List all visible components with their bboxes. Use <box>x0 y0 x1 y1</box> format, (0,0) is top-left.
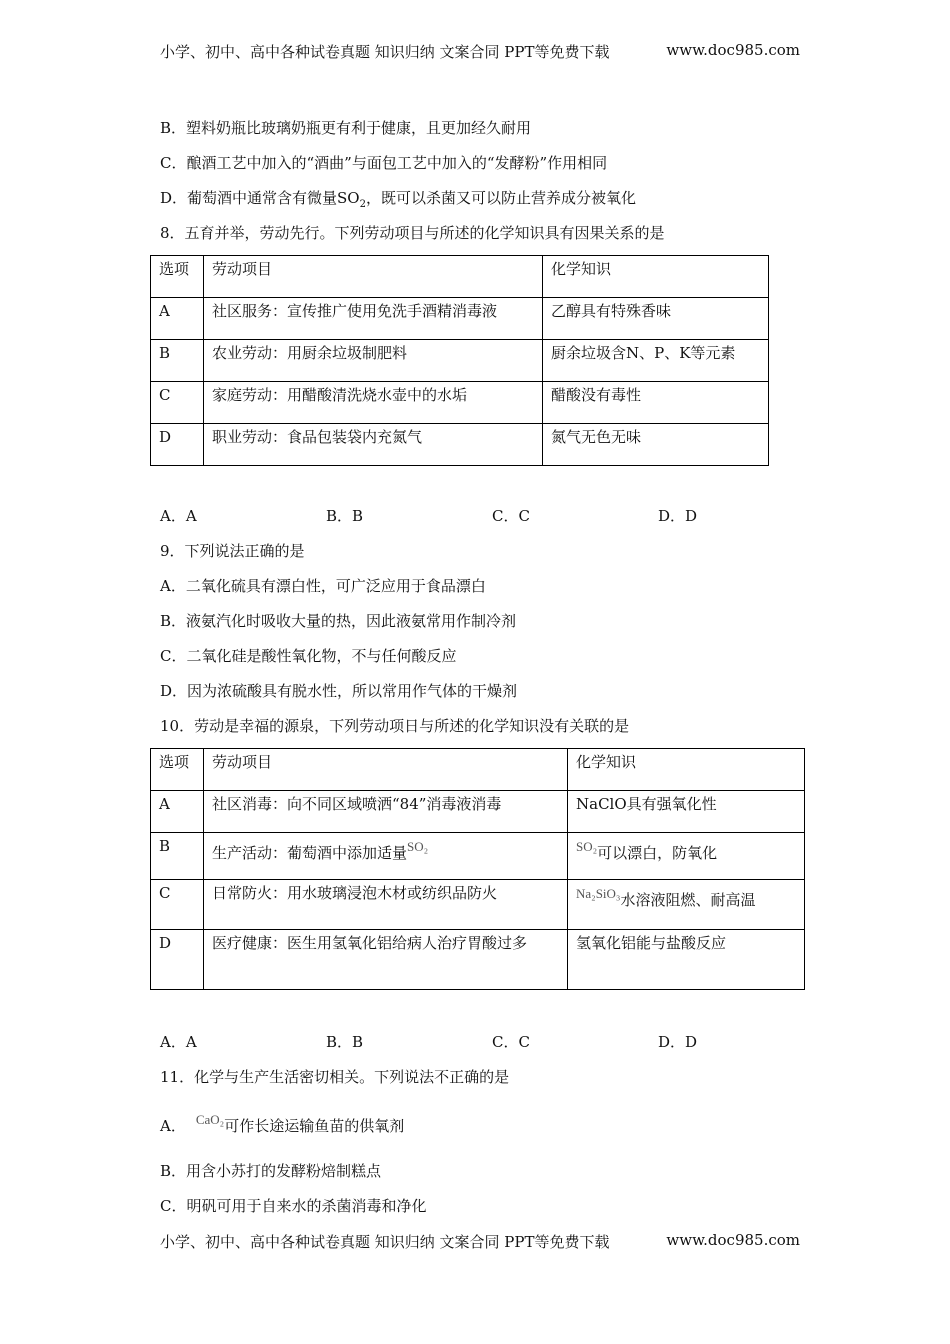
cell-text: 水溶液阻燃、耐高温 <box>620 891 756 909</box>
table-cell <box>568 833 805 880</box>
page-footer <box>160 1231 800 1252</box>
q7-d-post: ，既可以杀菌又可以防止营养成分被氧化 <box>365 189 636 207</box>
q10-option-b[interactable]: B．B <box>326 1033 364 1051</box>
table-cell: 社区消毒：向不同区域喷洒“84”消毒液消毒 <box>204 791 568 833</box>
table-row <box>151 340 769 382</box>
q7-option-c: C．酿酒工艺中加入的“酒曲”与面包工艺中加入的“发酵粉”作用相同 <box>160 154 608 172</box>
table-cell: NaClO具有强氧化性 <box>568 791 805 833</box>
table-cell: 醋酸没有毒性 <box>543 382 769 424</box>
table-cell: 氢氧化铝能与盐酸反应 <box>568 930 805 990</box>
q11-option-c: C．明矾可用于自来水的杀菌消毒和净化 <box>160 1197 427 1215</box>
table-cell <box>568 880 805 930</box>
q8-option-a[interactable]: A．A <box>160 507 197 525</box>
table-header-cell: 化学知识 <box>543 256 769 298</box>
table-row <box>151 833 805 880</box>
cell-text: 可以漂白，防氧化 <box>597 844 718 862</box>
table-cell: 职业劳动：食品包装袋内充氮气 <box>204 424 543 466</box>
table-header-cell: 劳动项目 <box>204 749 568 791</box>
table-cell: 乙醇具有特殊香味 <box>543 298 769 340</box>
table-row <box>151 298 769 340</box>
table-header-cell: 化学知识 <box>568 749 805 791</box>
table-cell: 农业劳动：用厨余垃圾制肥料 <box>204 340 543 382</box>
table-cell: 厨余垃圾含N、P、K等元素 <box>543 340 769 382</box>
table-header-row <box>151 256 769 298</box>
q10-option-a[interactable]: A．A <box>160 1033 197 1051</box>
q8-stem: 8．五育并举，劳动先行。下列劳动项目与所述的化学知识具有因果关系的是 <box>160 224 665 242</box>
chem-formula: SO₂ <box>407 839 429 854</box>
table-header-cell: 选项 <box>151 749 204 791</box>
table-row <box>151 382 769 424</box>
q7-d-pre: D．葡萄酒中通常含有微量SO <box>160 189 360 207</box>
q8-table <box>150 255 769 466</box>
q11-a-text: 可作长途运输鱼苗的供氧剂 <box>224 1117 405 1135</box>
table-row <box>151 880 805 930</box>
table-cell: D <box>151 930 204 990</box>
chem-formula: CaO₂ <box>195 1112 225 1127</box>
q10-option-c[interactable]: C．C <box>492 1033 530 1051</box>
q9-option-d: D．因为浓硫酸具有脱水性，所以常用作气体的干燥剂 <box>160 682 518 700</box>
q8-option-c[interactable]: C．C <box>492 507 530 525</box>
table-cell: B <box>151 833 204 880</box>
table-cell: 日常防火：用水玻璃浸泡木材或纺织品防火 <box>204 880 568 930</box>
header-text: 小学、初中、高中各种试卷真题 知识归纳 文案合同 PPT等免费下载 <box>160 43 610 61</box>
q8-option-d[interactable]: D．D <box>658 507 698 525</box>
q9-option-a: A．二氧化硫具有漂白性，可广泛应用于食品漂白 <box>160 577 486 595</box>
cell-text: 生产活动：葡萄酒中添加适量 <box>212 844 408 862</box>
footer-text: 小学、初中、高中各种试卷真题 知识归纳 文案合同 PPT等免费下载 <box>160 1233 610 1251</box>
q7-d-sub: 2 <box>359 199 366 210</box>
footer-url: www.doc985.com <box>666 1231 800 1249</box>
table-cell: C <box>151 382 204 424</box>
header-url: www.doc985.com <box>666 41 800 59</box>
q7-option-b: B．塑料奶瓶比玻璃奶瓶更有利于健康，且更加经久耐用 <box>160 119 532 137</box>
table-row <box>151 791 805 833</box>
chem-formula: SO₂ <box>576 839 598 854</box>
table-cell: 氮气无色无味 <box>543 424 769 466</box>
q9-option-c: C．二氧化硅是酸性氧化物，不与任何酸反应 <box>160 647 457 665</box>
page-header <box>160 41 800 62</box>
table-row <box>151 930 805 990</box>
q10-options <box>160 1032 824 1052</box>
table-cell: A <box>151 298 204 340</box>
table-cell: 家庭劳动：用醋酸清洗烧水壶中的水垢 <box>204 382 543 424</box>
table-cell: A <box>151 791 204 833</box>
table-cell: 社区服务：宣传推广使用免洗手酒精消毒液 <box>204 298 543 340</box>
q9-option-b: B．液氨汽化时吸收大量的热，因此液氨常用作制冷剂 <box>160 612 517 630</box>
table-cell <box>204 833 568 880</box>
table-row <box>151 424 769 466</box>
table-cell: 医疗健康：医生用氢氧化铝给病人治疗胃酸过多 <box>204 930 568 990</box>
q11-stem: 11．化学与生产生活密切相关。下列说法不正确的是 <box>160 1068 510 1086</box>
table-header-cell: 选项 <box>151 256 204 298</box>
table-cell: D <box>151 424 204 466</box>
q8-option-b[interactable]: B．B <box>326 507 364 525</box>
q10-stem: 10．劳动是幸福的源泉，下列劳动项日与所述的化学知识没有关联的是 <box>160 717 630 735</box>
q11-option-b: B．用含小苏打的发酵粉焙制糕点 <box>160 1162 382 1180</box>
q9-stem: 9．下列说法正确的是 <box>160 542 305 560</box>
chem-formula: Na₂SiO₃ <box>576 886 621 901</box>
q11-option-a <box>160 1110 404 1136</box>
table-header-cell: 劳动项目 <box>204 256 543 298</box>
table-cell: C <box>151 880 204 930</box>
table-header-row <box>151 749 805 791</box>
q7-option-d <box>160 188 636 215</box>
table-cell: B <box>151 340 204 382</box>
q10-table <box>150 748 805 990</box>
q11-a-label: A． <box>160 1117 186 1135</box>
q10-option-d[interactable]: D．D <box>658 1033 698 1051</box>
q8-options <box>160 506 824 526</box>
